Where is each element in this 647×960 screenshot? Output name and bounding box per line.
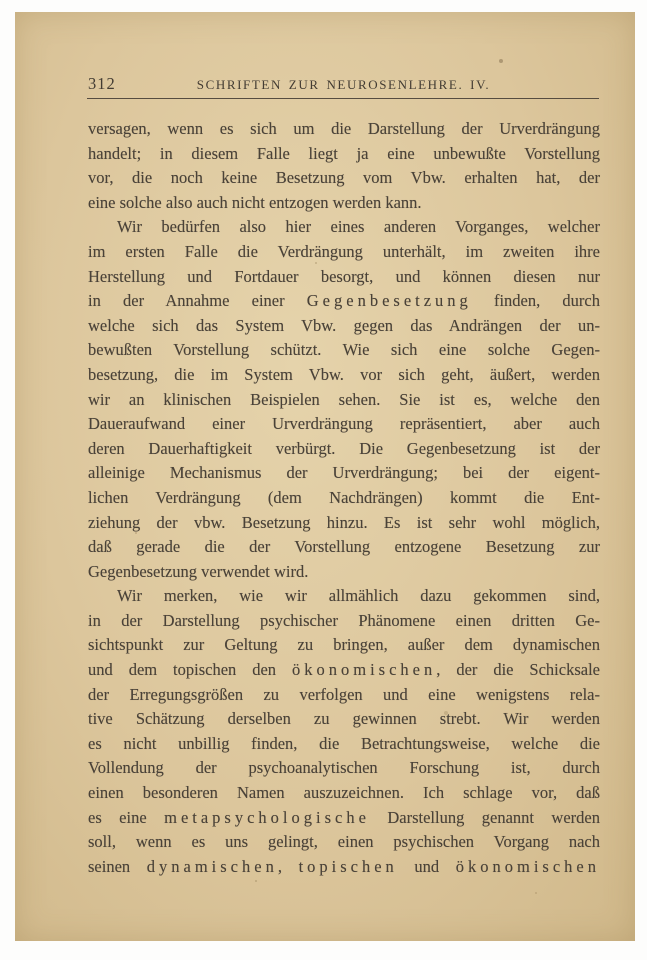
body-text: [88, 117, 600, 879]
emphasized-word: ökonomischen: [292, 660, 437, 680]
text-line: wir an klinischen Beispielen sehen. Sie ist es, welche den: [88, 389, 600, 409]
text-line: soll, wenn es uns gelingt, einen psychischen Vorgang nach: [88, 832, 600, 852]
text-line: sichtspunkt zur Geltung zu bringen, außer dem dynamischen: [88, 635, 600, 655]
page-number: 312: [88, 74, 116, 93]
text-line: eine solche also auch nicht entzogen werden kann.: [88, 192, 422, 212]
text-line: der Erregungsgrößen zu verfolgen und eine wenigstens rela-: [88, 684, 600, 704]
emphasized-word: metapsychologische: [164, 807, 370, 827]
text-line: tive Schätzung derselben zu gewinnen strebt. Wir werden: [88, 709, 600, 729]
text-line: alleinige Mechanismus der Urverdrängung; bei der eigent-: [88, 463, 600, 483]
text-line: seinen dynamischen, topischen und ökonomischen: [88, 856, 601, 876]
emphasized-word: topischen: [298, 856, 398, 876]
running-header: [88, 74, 599, 96]
text-line: es eine metapsychologische Darstellung genannt werden: [88, 807, 600, 827]
text-line: besetzung, die im System Vbw. vor sich geht, äußert, werden: [88, 364, 600, 384]
text-line: Herstellung und Fortdauer besorgt, und können diesen nur: [88, 266, 600, 286]
text-line: im ersten Falle die Verdrängung unterhält, im zweiten ihre: [88, 241, 600, 261]
text-line: in der Annahme einer Gegenbesetzung finden, durch: [88, 291, 600, 311]
text-line: Gegenbesetzung verwendet wird.: [88, 561, 309, 581]
text-line: einen besonderen Namen auszuzeichnen. Ich schlage vor, daß: [88, 783, 600, 803]
text-line: Wir bedürfen also hier eines anderen Vorganges, welcher: [117, 217, 600, 237]
text-line: welche sich das System Vbw. gegen das Andrängen der un-: [88, 315, 600, 335]
emphasized-word: dynamischen: [146, 856, 278, 876]
header-title: SCHRIFTEN ZUR NEUROSENLEHRE. IV.: [196, 77, 491, 92]
text-line: ziehung der vbw. Besetzung hinzu. Es ist sehr wohl möglich,: [88, 512, 600, 532]
text-line: es nicht unbillig finden, die Betrachtungsweise, welche die: [88, 733, 600, 753]
text-line: Vollendung der psychoanalytischen Forschung ist, durch: [88, 758, 600, 778]
text-line: lichen Verdrängung (dem Nachdrängen) kommt die Ent-: [88, 487, 600, 507]
text-line: versagen, wenn es sich um die Darstellung der Urverdrängung: [88, 119, 600, 138]
paper-specks: [15, 12, 17, 14]
book-page: [15, 12, 635, 941]
text-line: handelt; in diesem Falle liegt ja eine unbewußte Vorstellung: [88, 143, 600, 163]
emphasized-word: ökonomischen: [455, 856, 601, 876]
emphasized-word: Gegenbesetzung: [306, 291, 472, 311]
text-line: vor, die noch keine Besetzung vom Vbw. erhalten hat, der: [88, 168, 600, 188]
text-line: bewußten Vorstellung schützt. Wie sich eine solche Gegen-: [88, 340, 600, 360]
text-line: Wir merken, wie wir allmählich dazu gekommen sind,: [117, 586, 600, 606]
text-line: deren Dauerhaftigkeit verbürgt. Die Gegenbesetzung ist der: [88, 438, 600, 458]
header-rule: [87, 98, 599, 99]
text-line: Daueraufwand einer Urverdrängung repräsentiert, aber auch: [88, 414, 600, 434]
text-line: daß gerade die der Vorstellung entzogene Besetzung zur: [88, 537, 600, 557]
text-line: in der Darstellung psychischer Phänomene einen dritten Ge-: [88, 610, 600, 630]
text-line: und dem topischen den ökonomischen, der die Schicksale: [88, 660, 600, 680]
